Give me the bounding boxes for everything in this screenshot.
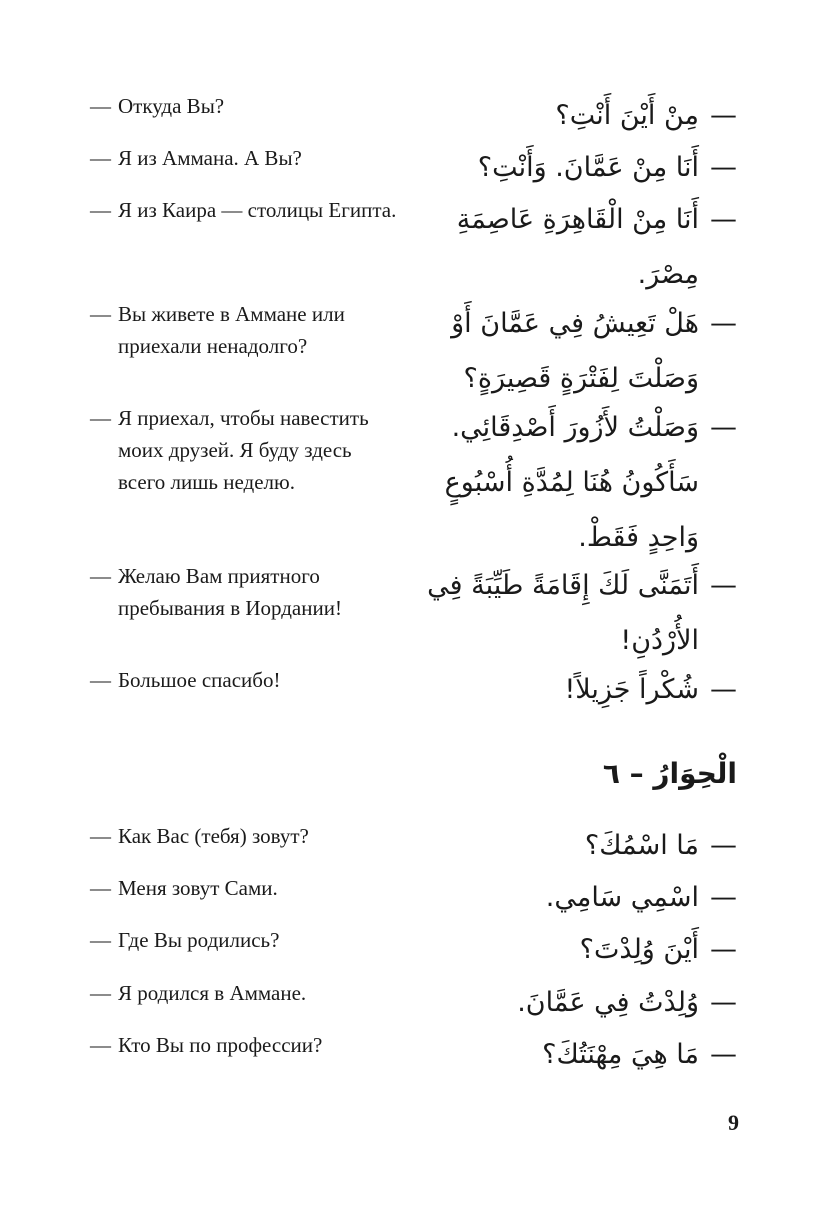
- arabic-line: — مَا هِيَ مِهْنَتُكَ؟: [542, 1039, 737, 1070]
- arabic-line: — مَا اسْمُكَ؟: [584, 830, 737, 861]
- russian-translation: — Я приехал, чтобы навестить моих друзей. Я буду здесь всего лишь неделю.: [90, 406, 369, 494]
- russian-translation: — Меня зовут Сами.: [90, 876, 278, 900]
- arabic-line: — أَنَا مِنْ الْقَاهِرَةِ عَاصِمَةِ مِصْرَ.: [456, 204, 737, 290]
- russian-translation: — Я родился в Аммане.: [90, 981, 307, 1005]
- arabic-line: — شُكْراً جَزِيلاً!: [564, 674, 737, 705]
- arabic-line: — وُلِدْتُ فِي عَمَّانَ.: [517, 987, 737, 1018]
- arabic-line: — وَصَلْتُ لأَزُورَ أَصْدِقَائِي. سَأَكُونُ هُنَا لِمُدَّةِ أُسْبُوعٍ وَاحِدٍ فَقَطْ.: [444, 412, 737, 553]
- russian-translation: — Вы живете в Аммане или приехали ненадолго?: [90, 302, 345, 358]
- russian-translation: — Я из Аммана. А Вы?: [90, 146, 302, 170]
- russian-translation: — Кто Вы по профессии?: [90, 1033, 323, 1057]
- arabic-line: — أَتَمَنَّى لَكَ إِقَامَةً طَيِّبَةً فِي الأُرْدُنِ!: [427, 570, 737, 656]
- russian-translation: — Я из Каира — столицы Египта.: [90, 198, 397, 222]
- russian-translation: — Желаю Вам приятного пребывания в Иордании!: [90, 564, 342, 620]
- arabic-line: — أَنَا مِنْ عَمَّانَ. وَأَنْتِ؟: [477, 152, 737, 183]
- russian-translation: — Большое спасибо!: [90, 668, 281, 692]
- arabic-line: — اسْمِي سَامِي.: [545, 882, 737, 913]
- arabic-line: — هَلْ تَعِيشُ فِي عَمَّانَ أَوْ وَصَلْتَ لِفَتْرَةٍ قَصِيرَةٍ؟: [451, 308, 737, 394]
- page-number: 9: [728, 1110, 739, 1135]
- russian-translation: — Где Вы родились?: [90, 928, 280, 952]
- arabic-line: — أَيْنَ وُلِدْتَ؟: [579, 934, 737, 965]
- russian-translation: — Как Вас (тебя) зовут?: [90, 824, 309, 848]
- russian-translation: — Откуда Вы?: [90, 94, 225, 118]
- dialogue-heading: الْحِوَارُ – ٦: [602, 757, 737, 790]
- arabic-line: — مِنْ أَيْنَ أَنْتِ؟: [555, 100, 737, 131]
